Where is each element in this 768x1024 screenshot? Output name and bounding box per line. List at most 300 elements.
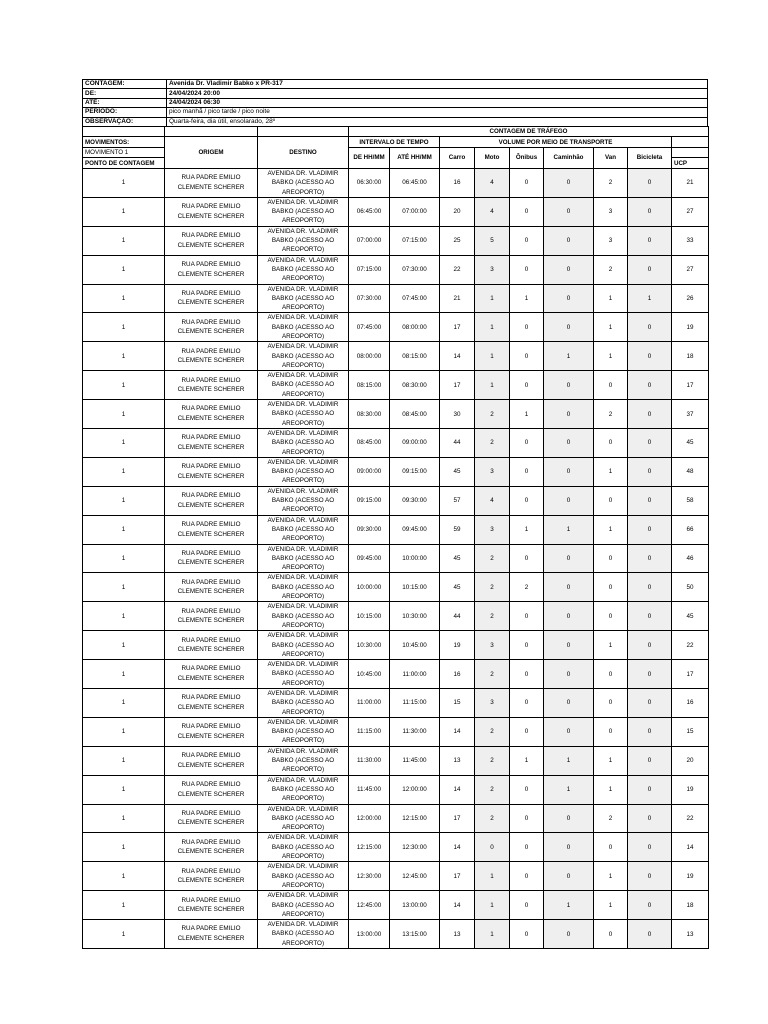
- destination-cell: [258, 717, 349, 746]
- destination-cell: [258, 168, 349, 197]
- moto-count-cell: 3: [475, 457, 510, 486]
- end-time-cell: 12:15:00: [390, 804, 440, 833]
- onibus-count-cell: 0: [510, 457, 544, 486]
- origin-cell: [165, 284, 258, 313]
- destination-line: BABKO (ACESSO AO: [271, 410, 335, 418]
- carro-count-cell: 44: [440, 428, 475, 457]
- origin-line: CLEMENTE SCHERER: [177, 472, 245, 480]
- origin-cell: [165, 746, 258, 775]
- end-time-cell: 08:00:00: [390, 313, 440, 342]
- origin-line: CLEMENTE SCHERER: [177, 530, 245, 538]
- table-row: [83, 284, 709, 313]
- start-time-cell: 10:45:00: [349, 660, 390, 689]
- bicicleta-count-cell: 0: [628, 371, 672, 400]
- bicicleta-count-cell: 0: [628, 660, 672, 689]
- moto-count-cell: 2: [475, 400, 510, 429]
- origin-cell: [165, 371, 258, 400]
- caminhao-count-cell: 0: [544, 226, 594, 255]
- onibus-count-cell: 0: [510, 371, 544, 400]
- origin-cell: [165, 891, 258, 920]
- ucp-cell: 14: [672, 833, 709, 862]
- ucp-cell: 20: [672, 746, 709, 775]
- destination-line: AREOPORTO): [281, 217, 325, 225]
- origin-cell: [165, 486, 258, 515]
- destination-line: AVENIDA DR. VLADIMIR: [267, 169, 339, 177]
- carro-count-cell: 14: [440, 891, 475, 920]
- carro-count-cell: 14: [440, 717, 475, 746]
- origin-cell: [165, 688, 258, 717]
- ucp-cell: 16: [672, 688, 709, 717]
- ucp-cell: 13: [672, 920, 709, 949]
- count-info-table: [82, 79, 708, 127]
- moto-count-cell: 4: [475, 197, 510, 226]
- destination-cell: [258, 342, 349, 371]
- end-time-cell: 11:30:00: [390, 717, 440, 746]
- origin-line: CLEMENTE SCHERER: [177, 732, 245, 740]
- destination-line: BABKO (ACESSO AO: [271, 583, 335, 591]
- onibus-count-cell: 2: [510, 573, 544, 602]
- ponto-cell: 1: [83, 486, 165, 515]
- onibus-count-cell: 0: [510, 342, 544, 371]
- ponto-cell: 1: [83, 717, 165, 746]
- van-count-cell: 0: [594, 602, 628, 631]
- carro-count-cell: 25: [440, 226, 475, 255]
- destination-cell: [258, 371, 349, 400]
- table-row: [83, 660, 709, 689]
- table-row: [83, 544, 709, 573]
- van-count-cell: 1: [594, 862, 628, 891]
- origin-line: CLEMENTE SCHERER: [177, 270, 245, 278]
- bicicleta-count-cell: 0: [628, 717, 672, 746]
- column-header-caminhao: Caminhão: [544, 147, 594, 168]
- carro-count-cell: 45: [440, 457, 475, 486]
- origin-line: CLEMENTE SCHERER: [177, 675, 245, 683]
- moto-count-cell: 1: [475, 862, 510, 891]
- bicicleta-count-cell: 0: [628, 573, 672, 602]
- origin-cell: [165, 717, 258, 746]
- moto-count-cell: 2: [475, 573, 510, 602]
- destination-line: AREOPORTO): [281, 939, 325, 947]
- info-row-periodo: [83, 108, 708, 117]
- bicicleta-count-cell: 0: [628, 544, 672, 573]
- onibus-count-cell: 0: [510, 660, 544, 689]
- end-time-cell: 10:45:00: [390, 631, 440, 660]
- onibus-count-cell: 1: [510, 746, 544, 775]
- van-count-cell: 3: [594, 226, 628, 255]
- end-time-cell: 08:30:00: [390, 371, 440, 400]
- destination-line: AREOPORTO): [281, 304, 325, 312]
- periodo-value: pico manhã / pico tarde / pico noite: [167, 108, 708, 117]
- van-count-cell: 1: [594, 515, 628, 544]
- van-count-cell: 2: [594, 255, 628, 284]
- end-time-cell: 11:00:00: [390, 660, 440, 689]
- end-time-cell: 06:45:00: [390, 168, 440, 197]
- caminhao-count-cell: 1: [544, 775, 594, 804]
- onibus-count-cell: 0: [510, 862, 544, 891]
- carro-count-cell: 22: [440, 255, 475, 284]
- origin-line: CLEMENTE SCHERER: [177, 848, 245, 856]
- onibus-count-cell: 1: [510, 284, 544, 313]
- origin-cell: [165, 342, 258, 371]
- column-header-moto: Moto: [475, 147, 510, 168]
- table-row: [83, 226, 709, 255]
- destination-line: AVENIDA DR. VLADIMIR: [267, 718, 339, 726]
- table-row: [83, 891, 709, 920]
- destination-line: BABKO (ACESSO AO: [271, 179, 335, 187]
- table-row: [83, 804, 709, 833]
- info-row-contagem: [83, 80, 708, 89]
- ponto-cell: 1: [83, 400, 165, 429]
- end-time-cell: 07:00:00: [390, 197, 440, 226]
- moto-count-cell: 5: [475, 226, 510, 255]
- moto-count-cell: 3: [475, 255, 510, 284]
- moto-count-cell: 2: [475, 428, 510, 457]
- destination-cell: [258, 544, 349, 573]
- bicicleta-count-cell: 0: [628, 804, 672, 833]
- ucp-cell: 26: [672, 284, 709, 313]
- table-row: [83, 428, 709, 457]
- traffic-count-rows: [83, 168, 709, 948]
- onibus-count-cell: 1: [510, 515, 544, 544]
- van-count-cell: 0: [594, 573, 628, 602]
- header-blank: [672, 137, 709, 148]
- origin-cell: [165, 168, 258, 197]
- caminhao-count-cell: 0: [544, 255, 594, 284]
- destination-line: AVENIDA DR. VLADIMIR: [267, 516, 339, 524]
- destination-line: AVENIDA DR. VLADIMIR: [267, 892, 339, 900]
- ucp-cell: 21: [672, 168, 709, 197]
- start-time-cell: 07:45:00: [349, 313, 390, 342]
- ponto-cell: 1: [83, 775, 165, 804]
- ponto-cell: 1: [83, 342, 165, 371]
- van-count-cell: 0: [594, 717, 628, 746]
- origin-line: RUA PADRE EMILIO: [181, 694, 241, 702]
- destination-line: AREOPORTO): [281, 188, 325, 196]
- origin-line: CLEMENTE SCHERER: [177, 703, 245, 711]
- onibus-count-cell: 0: [510, 197, 544, 226]
- destination-cell: [258, 226, 349, 255]
- info-row-de: [83, 89, 708, 98]
- ponto-cell: 1: [83, 371, 165, 400]
- column-header-carro: Carro: [440, 147, 475, 168]
- origin-line: CLEMENTE SCHERER: [177, 386, 245, 394]
- destination-line: AREOPORTO): [281, 708, 325, 716]
- ponto-cell: 1: [83, 660, 165, 689]
- ponto-cell: 1: [83, 891, 165, 920]
- ucp-cell: 45: [672, 428, 709, 457]
- destination-cell: [258, 891, 349, 920]
- destination-cell: [258, 255, 349, 284]
- start-time-cell: 11:00:00: [349, 688, 390, 717]
- onibus-count-cell: 0: [510, 804, 544, 833]
- end-time-cell: 11:45:00: [390, 746, 440, 775]
- intervalo-header: INTERVALO DE TEMPO: [349, 137, 440, 148]
- destination-line: AVENIDA DR. VLADIMIR: [267, 227, 339, 235]
- destination-line: AREOPORTO): [281, 361, 325, 369]
- end-time-cell: 09:00:00: [390, 428, 440, 457]
- bicicleta-count-cell: 0: [628, 631, 672, 660]
- destination-line: AREOPORTO): [281, 506, 325, 514]
- origin-line: RUA PADRE EMILIO: [181, 203, 241, 211]
- van-count-cell: 1: [594, 891, 628, 920]
- origin-line: CLEMENTE SCHERER: [177, 761, 245, 769]
- end-time-cell: 11:15:00: [390, 688, 440, 717]
- de-value: 24/04/2024 20:00: [167, 89, 708, 98]
- destination-cell: [258, 775, 349, 804]
- bicicleta-count-cell: 0: [628, 197, 672, 226]
- van-count-cell: 0: [594, 428, 628, 457]
- destination-line: AVENIDA DR. VLADIMIR: [267, 747, 339, 755]
- column-header-bicicleta: Bicicleta: [628, 147, 672, 168]
- van-count-cell: 0: [594, 371, 628, 400]
- ponto-cell: 1: [83, 515, 165, 544]
- destination-line: BABKO (ACESSO AO: [271, 699, 335, 707]
- bicicleta-count-cell: 0: [628, 515, 672, 544]
- destination-line: BABKO (ACESSO AO: [271, 439, 335, 447]
- origin-cell: [165, 515, 258, 544]
- origin-line: CLEMENTE SCHERER: [177, 183, 245, 191]
- origin-line: CLEMENTE SCHERER: [177, 790, 245, 798]
- ponto-cell: 1: [83, 197, 165, 226]
- destination-cell: [258, 602, 349, 631]
- destination-line: AREOPORTO): [281, 881, 325, 889]
- moto-count-cell: 1: [475, 920, 510, 949]
- origin-line: RUA PADRE EMILIO: [181, 318, 241, 326]
- carro-count-cell: 13: [440, 746, 475, 775]
- onibus-count-cell: 0: [510, 717, 544, 746]
- caminhao-count-cell: 0: [544, 717, 594, 746]
- destination-line: BABKO (ACESSO AO: [271, 670, 335, 678]
- table-row: [83, 688, 709, 717]
- table-row: [83, 775, 709, 804]
- table-row: [83, 515, 709, 544]
- destination-line: AREOPORTO): [281, 621, 325, 629]
- van-count-cell: 0: [594, 833, 628, 862]
- origin-cell: [165, 255, 258, 284]
- carro-count-cell: 44: [440, 602, 475, 631]
- destination-line: AREOPORTO): [281, 853, 325, 861]
- header-blank: [672, 147, 709, 158]
- onibus-count-cell: 0: [510, 920, 544, 949]
- destination-line: AREOPORTO): [281, 824, 325, 832]
- origin-line: CLEMENTE SCHERER: [177, 415, 245, 423]
- ucp-cell: 19: [672, 775, 709, 804]
- table-row: [83, 313, 709, 342]
- carro-count-cell: 19: [440, 631, 475, 660]
- origin-cell: [165, 833, 258, 862]
- onibus-count-cell: 0: [510, 833, 544, 862]
- ponto-cell: 1: [83, 313, 165, 342]
- destination-line: BABKO (ACESSO AO: [271, 785, 335, 793]
- destination-cell: [258, 746, 349, 775]
- van-count-cell: 1: [594, 457, 628, 486]
- van-count-cell: 1: [594, 631, 628, 660]
- ate-value: 24/04/2024 06:30: [167, 98, 708, 107]
- table-row: [83, 168, 709, 197]
- end-time-cell: 13:00:00: [390, 891, 440, 920]
- start-time-cell: 08:00:00: [349, 342, 390, 371]
- origin-cell: [165, 602, 258, 631]
- ponto-cell: 1: [83, 631, 165, 660]
- origin-line: RUA PADRE EMILIO: [181, 578, 241, 586]
- ucp-cell: 18: [672, 342, 709, 371]
- ucp-cell: 17: [672, 660, 709, 689]
- onibus-count-cell: 0: [510, 428, 544, 457]
- origin-line: RUA PADRE EMILIO: [181, 376, 241, 384]
- origin-cell: [165, 428, 258, 457]
- destination-line: AVENIDA DR. VLADIMIR: [267, 285, 339, 293]
- onibus-count-cell: 0: [510, 891, 544, 920]
- origin-cell: [165, 862, 258, 891]
- ucp-cell: 15: [672, 717, 709, 746]
- origin-cell: [165, 660, 258, 689]
- ponto-cell: 1: [83, 255, 165, 284]
- ucp-cell: 27: [672, 197, 709, 226]
- moto-count-cell: 3: [475, 688, 510, 717]
- origin-line: RUA PADRE EMILIO: [181, 752, 241, 760]
- carro-count-cell: 17: [440, 371, 475, 400]
- destination-line: BABKO (ACESSO AO: [271, 525, 335, 533]
- onibus-count-cell: 0: [510, 544, 544, 573]
- destination-line: AREOPORTO): [281, 795, 325, 803]
- onibus-count-cell: 0: [510, 255, 544, 284]
- destination-cell: [258, 486, 349, 515]
- onibus-count-cell: 0: [510, 602, 544, 631]
- start-time-cell: 10:00:00: [349, 573, 390, 602]
- bicicleta-count-cell: 0: [628, 891, 672, 920]
- start-time-cell: 09:45:00: [349, 544, 390, 573]
- moto-count-cell: 2: [475, 775, 510, 804]
- destination-line: AREOPORTO): [281, 275, 325, 283]
- onibus-count-cell: 0: [510, 168, 544, 197]
- start-time-cell: 12:30:00: [349, 862, 390, 891]
- end-time-cell: 10:00:00: [390, 544, 440, 573]
- bicicleta-count-cell: 0: [628, 342, 672, 371]
- origin-line: RUA PADRE EMILIO: [181, 925, 241, 933]
- destination-cell: [258, 313, 349, 342]
- end-time-cell: 07:30:00: [390, 255, 440, 284]
- destination-line: AVENIDA DR. VLADIMIR: [267, 661, 339, 669]
- start-time-cell: 09:30:00: [349, 515, 390, 544]
- destination-line: BABKO (ACESSO AO: [271, 641, 335, 649]
- carro-count-cell: 14: [440, 775, 475, 804]
- destination-line: AVENIDA DR. VLADIMIR: [267, 372, 339, 380]
- onibus-count-cell: 1: [510, 400, 544, 429]
- ucp-cell: 45: [672, 602, 709, 631]
- moto-count-cell: 1: [475, 284, 510, 313]
- origin-line: CLEMENTE SCHERER: [177, 357, 245, 365]
- ucp-cell: 48: [672, 457, 709, 486]
- bicicleta-count-cell: 0: [628, 833, 672, 862]
- caminhao-count-cell: 0: [544, 197, 594, 226]
- destination-cell: [258, 862, 349, 891]
- onibus-count-cell: 0: [510, 775, 544, 804]
- table-row: [83, 255, 709, 284]
- end-time-cell: 08:45:00: [390, 400, 440, 429]
- ucp-cell: 50: [672, 573, 709, 602]
- header-blank: [258, 126, 349, 137]
- destination-line: BABKO (ACESSO AO: [271, 930, 335, 938]
- ate-label: ATÉ:: [83, 98, 167, 107]
- origin-cell: [165, 573, 258, 602]
- caminhao-count-cell: 1: [544, 342, 594, 371]
- ponto-cell: 1: [83, 544, 165, 573]
- onibus-count-cell: 0: [510, 226, 544, 255]
- movimento-label: MOVIMENTO 1: [83, 147, 165, 158]
- start-time-cell: 12:00:00: [349, 804, 390, 833]
- origin-line: RUA PADRE EMILIO: [181, 520, 241, 528]
- origin-line: RUA PADRE EMILIO: [181, 260, 241, 268]
- start-time-cell: 09:15:00: [349, 486, 390, 515]
- ucp-cell: 66: [672, 515, 709, 544]
- destination-line: AREOPORTO): [281, 737, 325, 745]
- carro-count-cell: 17: [440, 804, 475, 833]
- destination-cell: [258, 573, 349, 602]
- caminhao-count-cell: 0: [544, 688, 594, 717]
- carro-count-cell: 21: [440, 284, 475, 313]
- start-time-cell: 08:30:00: [349, 400, 390, 429]
- destination-line: AREOPORTO): [281, 419, 325, 427]
- caminhao-count-cell: 0: [544, 862, 594, 891]
- observacao-label: OBSERVAÇÃO:: [83, 117, 167, 126]
- de-hhmm-header: DE HH/MM: [349, 147, 390, 168]
- carro-count-cell: 14: [440, 342, 475, 371]
- caminhao-count-cell: 0: [544, 833, 594, 862]
- start-time-cell: 10:30:00: [349, 631, 390, 660]
- bicicleta-count-cell: 0: [628, 688, 672, 717]
- van-count-cell: 0: [594, 486, 628, 515]
- van-count-cell: 1: [594, 313, 628, 342]
- contagem-value: Avenida Dr. Vladimir Babko x PR-317: [167, 80, 708, 89]
- van-count-cell: 0: [594, 660, 628, 689]
- start-time-cell: 08:45:00: [349, 428, 390, 457]
- ponto-cell: 1: [83, 602, 165, 631]
- start-time-cell: 08:15:00: [349, 371, 390, 400]
- start-time-cell: 13:00:00: [349, 920, 390, 949]
- destination-cell: [258, 804, 349, 833]
- destination-line: BABKO (ACESSO AO: [271, 814, 335, 822]
- caminhao-count-cell: 0: [544, 457, 594, 486]
- moto-count-cell: 1: [475, 313, 510, 342]
- origin-line: RUA PADRE EMILIO: [181, 463, 241, 471]
- destination-line: AVENIDA DR. VLADIMIR: [267, 574, 339, 582]
- column-header-van: Van: [594, 147, 628, 168]
- carro-count-cell: 15: [440, 688, 475, 717]
- ucp-cell: 46: [672, 544, 709, 573]
- start-time-cell: 11:15:00: [349, 717, 390, 746]
- origin-line: CLEMENTE SCHERER: [177, 299, 245, 307]
- carro-count-cell: 13: [440, 920, 475, 949]
- origin-line: CLEMENTE SCHERER: [177, 935, 245, 943]
- table-row: [83, 457, 709, 486]
- destination-line: AVENIDA DR. VLADIMIR: [267, 632, 339, 640]
- origin-line: CLEMENTE SCHERER: [177, 617, 245, 625]
- destination-line: AVENIDA DR. VLADIMIR: [267, 603, 339, 611]
- end-time-cell: 07:45:00: [390, 284, 440, 313]
- movimentos-label: MOVIMENTOS:: [83, 137, 165, 148]
- destination-line: BABKO (ACESSO AO: [271, 237, 335, 245]
- moto-count-cell: 3: [475, 631, 510, 660]
- caminhao-count-cell: 0: [544, 486, 594, 515]
- origin-line: CLEMENTE SCHERER: [177, 819, 245, 827]
- end-time-cell: 12:30:00: [390, 833, 440, 862]
- origin-line: CLEMENTE SCHERER: [177, 877, 245, 885]
- start-time-cell: 12:45:00: [349, 891, 390, 920]
- destination-line: AVENIDA DR. VLADIMIR: [267, 198, 339, 206]
- end-time-cell: 08:15:00: [390, 342, 440, 371]
- table-row: [83, 197, 709, 226]
- destination-line: AVENIDA DR. VLADIMIR: [267, 401, 339, 409]
